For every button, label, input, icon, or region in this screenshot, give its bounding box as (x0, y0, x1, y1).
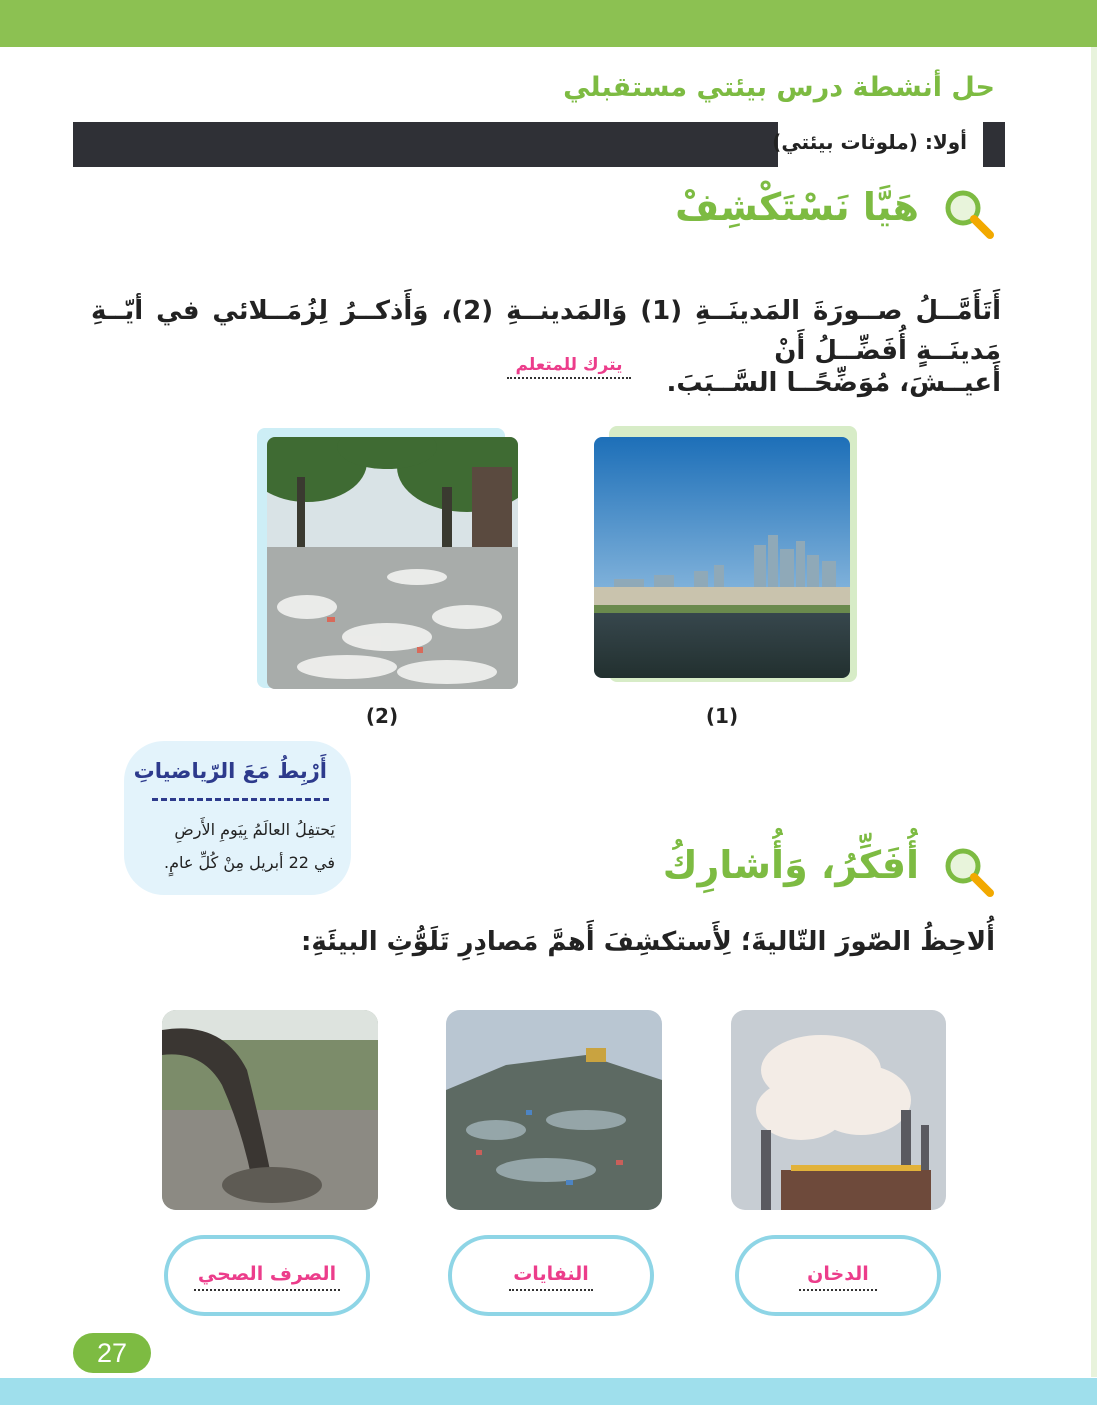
right-edge-band (1091, 47, 1097, 1377)
bottom-blue-bar (0, 1378, 1097, 1405)
answer-note: يترك للمتعلم (507, 355, 631, 379)
answer-pill-garbage (448, 1235, 654, 1316)
polluted-city-photo (267, 437, 518, 689)
explore-question-line1: أَتَأَمَّــلُ صــورَةَ المَدينَــةِ (1) وَالمَدينــةِ (2)، وَأَذكــرُ لِزُمَــلائي في أيّــةِ مَدينَــةٍ أُفَضِّــلُ أَنْ (91, 296, 1001, 366)
math-link-title: أَرْبِطُ مَعَ الرّياضياتِ (133, 759, 327, 783)
section-label: أولا: (ملوثات بيئتي) (772, 130, 967, 154)
magnifier-icon (942, 187, 994, 239)
top-green-bar (0, 0, 1097, 47)
answer-garbage: النفايات (509, 1263, 593, 1291)
explore-question-line2: أَعيــشَ، مُوَضِّحًــا السَّــبَبَ. (666, 368, 1001, 398)
smoke-photo (731, 1010, 946, 1210)
answer-sewage: الصرف الصحي (194, 1263, 340, 1291)
garbage-photo (446, 1010, 662, 1210)
magnifier-icon (942, 845, 994, 897)
caption-city-2: (2) (365, 704, 399, 728)
math-link-box (124, 741, 351, 895)
caption-city-1: (1) (705, 704, 739, 728)
sewage-photo (162, 1010, 378, 1210)
answer-smoke: الدخان (799, 1263, 877, 1291)
think-instruction: أُلاحِظُ الصّورَ التّاليةَ؛ لِأَستكشِفَ أَهمَّ مَصادِرِ تَلَوُّثِ البيئَةِ: (300, 927, 995, 957)
page-number: 27 (73, 1333, 151, 1373)
section-bar (73, 122, 1005, 167)
explore-title: هَيَّا نَسْتَكْشِفْ (675, 185, 919, 229)
math-link-text: يَحتفِلُ العالَمُ بِيَومِ الأَرضِ في 22 أبريل مِنْ كُلِّ عامٍ. (164, 820, 335, 872)
page-heading: حل أنشطة درس بيئتي مستقبلي (563, 72, 995, 103)
answer-pill-smoke (735, 1235, 941, 1316)
clean-city-photo (594, 437, 850, 678)
answer-pill-sewage (164, 1235, 370, 1316)
think-title: أُفَكِّرُ، وَأُشارِكُ (662, 843, 919, 887)
